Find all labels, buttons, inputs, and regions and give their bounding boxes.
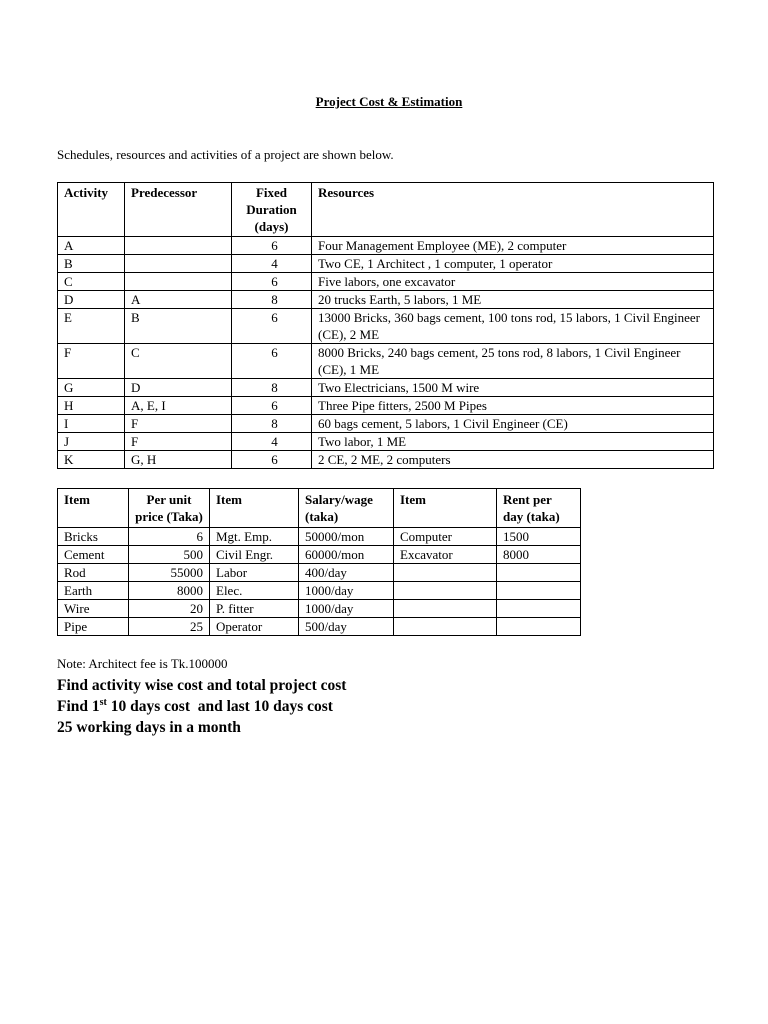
rent-cell [497,564,581,582]
unit-price-cell: 6 [129,528,210,546]
task-line-2-sup: st [99,696,107,708]
salary-cell: 60000/mon [299,546,394,564]
duration-cell: 6 [232,397,312,415]
header-duration [232,183,312,237]
activity-row [58,291,714,309]
resources-cell: Two Electricians, 1500 M wire [312,379,714,397]
header-duration-label: Fixed Duration (days) [246,185,297,234]
duration-cell: 8 [232,415,312,433]
duration-cell: 6 [232,273,312,291]
activity-cell: F [58,344,125,379]
rent-cell: 8000 [497,546,581,564]
rent-cell: 1500 [497,528,581,546]
activity-table-header [58,183,714,237]
duration-cell: 8 [232,379,312,397]
activity-cell: D [58,291,125,309]
activity-row [58,255,714,273]
equipment-cell [394,564,497,582]
salary-cell: 1000/day [299,582,394,600]
duration-cell: 6 [232,237,312,255]
resources-cell: 2 CE, 2 ME, 2 computers [312,451,714,469]
predecessor-cell: F [125,433,232,451]
resources-cell: Two CE, 1 Architect , 1 computer, 1 operator [312,255,714,273]
equipment-cell: Excavator [394,546,497,564]
activity-row [58,379,714,397]
predecessor-cell: A, E, I [125,397,232,415]
salary-cell: 500/day [299,618,394,636]
unit-price-cell: 8000 [129,582,210,600]
material-cell: Bricks [58,528,129,546]
unit-price-cell: 20 [129,600,210,618]
activity-cell: E [58,309,125,344]
header-resources: Resources [312,183,714,237]
resources-cell: Two labor, 1 ME [312,433,714,451]
activity-cell: B [58,255,125,273]
resources-cell: 13000 Bricks, 360 bags cement, 100 tons rod, 15 labors, 1 Civil Engineer (CE), 2 ME [312,309,714,344]
task-line-3: 25 working days in a month [57,719,241,736]
header-activity: Activity [58,183,125,237]
predecessor-cell: B [125,309,232,344]
staff-cell: Operator [210,618,299,636]
activity-row [58,309,714,344]
intro-text: Schedules, resources and activities of a project are shown below. [57,147,394,162]
activity-cell: G [58,379,125,397]
header-unit-price: Per unit price (Taka) [129,489,210,528]
predecessor-cell [125,255,232,273]
salary-cell: 50000/mon [299,528,394,546]
staff-cell: P. fitter [210,600,299,618]
task-line-2-post: 10 days cost and last 10 days cost [106,698,333,715]
price-row [58,582,581,600]
equipment-cell: Computer [394,528,497,546]
price-row [58,564,581,582]
predecessor-cell: D [125,379,232,397]
salary-cell: 1000/day [299,600,394,618]
activity-cell: A [58,237,125,255]
activity-row [58,273,714,291]
equipment-cell [394,618,497,636]
staff-cell: Mgt. Emp. [210,528,299,546]
page-title: Project Cost & Estimation [315,94,463,109]
predecessor-cell [125,273,232,291]
header-item-1: Item [58,489,129,528]
staff-cell: Elec. [210,582,299,600]
header-predecessor: Predecessor [125,183,232,237]
equipment-cell [394,582,497,600]
predecessor-cell: G, H [125,451,232,469]
header-salary: Salary/wage (taka) [299,489,394,528]
activity-row [58,237,714,255]
activity-row [58,433,714,451]
predecessor-cell: F [125,415,232,433]
price-row [58,600,581,618]
material-cell: Rod [58,564,129,582]
price-row [58,528,581,546]
material-cell: Wire [58,600,129,618]
resources-cell: Four Management Employee (ME), 2 computer [312,237,714,255]
activity-cell: K [58,451,125,469]
activity-cell: J [58,433,125,451]
header-rent: Rent per day (taka) [497,489,581,528]
activity-cell: I [58,415,125,433]
duration-cell: 4 [232,255,312,273]
staff-cell: Civil Engr. [210,546,299,564]
resources-cell: 60 bags cement, 5 labors, 1 Civil Engineer (CE) [312,415,714,433]
duration-cell: 6 [232,451,312,469]
predecessor-cell: C [125,344,232,379]
material-cell: Cement [58,546,129,564]
resources-cell: Five labors, one excavator [312,273,714,291]
equipment-cell [394,600,497,618]
rent-cell [497,600,581,618]
salary-cell: 400/day [299,564,394,582]
unit-price-cell: 55000 [129,564,210,582]
activity-cell: C [58,273,125,291]
activity-cell: H [58,397,125,415]
activity-row [58,397,714,415]
price-table-header [58,489,581,528]
material-cell: Earth [58,582,129,600]
architect-note: Note: Architect fee is Tk.100000 [57,656,228,671]
duration-cell: 8 [232,291,312,309]
resources-cell: 20 trucks Earth, 5 labors, 1 ME [312,291,714,309]
predecessor-cell [125,237,232,255]
unit-price-cell: 500 [129,546,210,564]
header-item-2: Item [210,489,299,528]
resources-cell: 8000 Bricks, 240 bags cement, 25 tons rod, 8 labors, 1 Civil Engineer (CE), 1 ME [312,344,714,379]
material-cell: Pipe [58,618,129,636]
price-row [58,618,581,636]
unit-price-cell: 25 [129,618,210,636]
task-line-2 [57,696,346,717]
rent-cell [497,582,581,600]
predecessor-cell: A [125,291,232,309]
header-item-3: Item [394,489,497,528]
activity-table [57,182,714,469]
task-line-1: Find activity wise cost and total project cost [57,677,347,694]
activity-row [58,344,714,379]
price-row [58,546,581,564]
duration-cell: 6 [232,309,312,344]
rent-cell [497,618,581,636]
activity-row [58,415,714,433]
task-list [57,675,346,738]
task-line-2-pre: Find 1 [57,698,100,715]
resources-cell: Three Pipe fitters, 2500 M Pipes [312,397,714,415]
price-table [57,488,581,636]
duration-cell: 6 [232,344,312,379]
duration-cell: 4 [232,433,312,451]
activity-row [58,451,714,469]
staff-cell: Labor [210,564,299,582]
